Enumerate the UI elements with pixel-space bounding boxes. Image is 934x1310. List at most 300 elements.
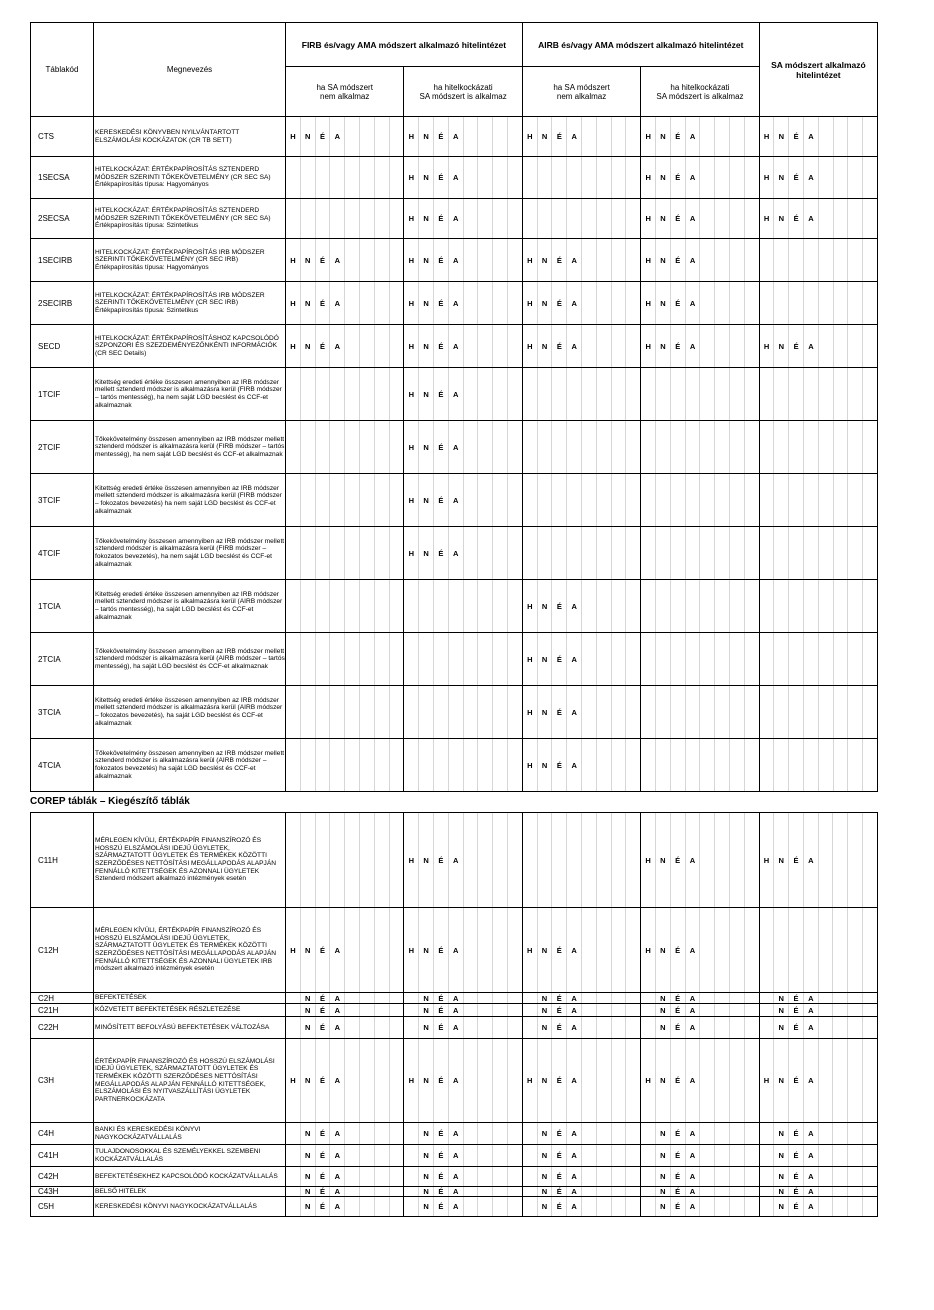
empty-cell (596, 368, 611, 421)
flag-firb-with-sa-0: H (404, 157, 419, 199)
empty-cell (359, 1197, 374, 1217)
table-code: SECD (31, 325, 94, 368)
empty-cell (522, 199, 537, 239)
flag-firb-no-sa-1: N (300, 1004, 315, 1017)
empty-cell (626, 686, 641, 739)
flag-airb-with-sa-3: A (685, 325, 700, 368)
empty-cell (552, 421, 567, 474)
table-name: HITELKOCKÁZAT: ÉRTÉKPAPÍROSÍTÁS SZTENDERD MÓDSZER SZERINTI TŐKEKÖVETELMÉNY (CR SEC SA) Értékpapírosítás típusa: Hagyományos (94, 157, 286, 199)
empty-cell (389, 527, 404, 580)
empty-cell (670, 580, 685, 633)
flag-firb-with-sa-0: H (404, 474, 419, 527)
empty-cell (774, 908, 789, 993)
empty-cell (581, 1145, 596, 1167)
empty-cell (582, 282, 597, 325)
empty-cell (833, 1123, 848, 1145)
empty-cell (626, 421, 641, 474)
empty-cell (567, 157, 582, 199)
flag-firb-with-sa-1: N (419, 325, 434, 368)
empty-cell (730, 633, 745, 686)
empty-cell (374, 1145, 389, 1167)
empty-cell (330, 527, 345, 580)
flag-airb-with-sa-0 (641, 1017, 656, 1039)
subheader-airb-no-sa: ha SA módszert nem alkalmaz (522, 67, 640, 117)
flag-airb-with-sa-2: É (670, 1039, 685, 1123)
empty-cell (685, 633, 700, 686)
flag-firb-with-sa-0: H (404, 368, 419, 421)
empty-cell (641, 474, 656, 527)
empty-cell (374, 908, 389, 993)
empty-cell (522, 527, 537, 580)
empty-cell (374, 282, 389, 325)
empty-cell (729, 1197, 744, 1217)
flag-airb-with-sa-1: N (655, 1017, 670, 1039)
empty-cell (478, 474, 493, 527)
empty-cell (700, 239, 715, 282)
flag-firb-with-sa-3: A (448, 908, 463, 993)
flag-firb-with-sa-1: N (419, 1187, 434, 1197)
flag-sa-0 (759, 1167, 774, 1187)
empty-cell (611, 325, 626, 368)
empty-cell (330, 813, 345, 908)
empty-cell (463, 1167, 478, 1187)
empty-cell (404, 633, 419, 686)
flag-airb-with-sa-1: N (656, 325, 671, 368)
empty-cell (374, 368, 389, 421)
empty-cell (670, 421, 685, 474)
empty-cell (596, 1145, 611, 1167)
empty-cell (330, 157, 345, 199)
empty-cell (611, 1004, 626, 1017)
flag-firb-no-sa-1: N (300, 1145, 315, 1167)
empty-cell (863, 633, 878, 686)
table-name: KERESKEDÉSI KÖNYVBEN NYILVÁNTARTOTT ELSZÁMOLÁSI KOCKÁZATOK (CR TB SETT) (94, 117, 286, 157)
table-row (31, 325, 878, 368)
table-name: Tőkekövetelmény összesen amennyiben az IRB módszer mellett sztenderd módszer is alkalmazásra kerül (AIRB módszer – tartós mentesség), ha saját LGD becslést és CCF-et alkalmaznak (94, 633, 286, 686)
flag-airb-no-sa-1: N (537, 908, 552, 993)
empty-cell (596, 1017, 611, 1039)
flag-sa-0: H (759, 813, 774, 908)
subheader-firb-with-sa: ha hitelkockázati SA módszert is alkalmaz (404, 67, 523, 117)
flag-firb-with-sa-3: A (448, 474, 463, 527)
empty-cell (789, 282, 804, 325)
empty-cell (863, 368, 878, 421)
empty-cell (715, 1004, 730, 1017)
flag-airb-no-sa-0 (522, 1145, 537, 1167)
flag-firb-with-sa-3: A (448, 1004, 463, 1017)
flag-firb-with-sa-3: A (448, 199, 463, 239)
empty-cell (389, 993, 404, 1004)
flag-firb-with-sa-2: É (433, 368, 448, 421)
empty-cell (700, 282, 715, 325)
flag-airb-no-sa-2: É (552, 739, 567, 792)
empty-cell (848, 325, 863, 368)
flag-airb-with-sa-2: É (670, 325, 685, 368)
supplementary-table-body (31, 813, 878, 1217)
flag-sa-1: N (774, 993, 789, 1004)
empty-cell (715, 1123, 730, 1145)
flag-airb-no-sa-2: É (552, 282, 567, 325)
empty-cell (730, 739, 745, 792)
flag-airb-no-sa-2: É (552, 1039, 567, 1123)
empty-cell (730, 527, 745, 580)
empty-cell (759, 282, 774, 325)
empty-cell (596, 117, 611, 157)
empty-cell (345, 199, 360, 239)
empty-cell (507, 157, 522, 199)
empty-cell (700, 117, 715, 157)
empty-cell (345, 282, 360, 325)
empty-cell (789, 239, 804, 282)
empty-cell (463, 813, 478, 908)
empty-cell (345, 1004, 360, 1017)
empty-cell (833, 157, 848, 199)
flag-firb-no-sa-2: É (315, 325, 330, 368)
empty-cell (670, 686, 685, 739)
empty-cell (744, 325, 759, 368)
empty-cell (803, 908, 818, 993)
flag-sa-2: É (789, 1145, 804, 1167)
empty-cell (804, 686, 819, 739)
empty-cell (759, 474, 774, 527)
empty-cell (729, 908, 744, 993)
empty-cell (374, 993, 389, 1004)
empty-cell (804, 282, 819, 325)
flag-airb-with-sa-0: H (641, 157, 656, 199)
empty-cell (507, 199, 522, 239)
flag-airb-with-sa-3: A (685, 1004, 700, 1017)
empty-cell (300, 527, 315, 580)
flag-firb-no-sa-1: N (300, 1017, 315, 1039)
empty-cell (522, 157, 537, 199)
flag-firb-no-sa-2: É (315, 239, 330, 282)
empty-cell (685, 527, 700, 580)
empty-cell (833, 739, 848, 792)
flag-airb-no-sa-2: É (552, 686, 567, 739)
flag-firb-with-sa-3: A (448, 813, 463, 908)
empty-cell (478, 1017, 493, 1039)
empty-cell (670, 474, 685, 527)
empty-cell (774, 527, 789, 580)
empty-cell (641, 739, 656, 792)
empty-cell (359, 1039, 374, 1123)
empty-cell (848, 1123, 863, 1145)
empty-cell (374, 325, 389, 368)
flag-firb-no-sa-3: A (330, 239, 345, 282)
empty-cell (493, 282, 508, 325)
empty-cell (626, 580, 641, 633)
empty-cell (345, 580, 360, 633)
empty-cell (670, 633, 685, 686)
empty-cell (493, 1039, 508, 1123)
flag-sa-1: N (774, 1039, 789, 1123)
flag-airb-with-sa-3: A (685, 1197, 700, 1217)
empty-cell (596, 474, 611, 527)
empty-cell (804, 421, 819, 474)
empty-cell (315, 157, 330, 199)
empty-cell (374, 686, 389, 739)
empty-cell (626, 1039, 641, 1123)
empty-cell (359, 368, 374, 421)
empty-cell (833, 527, 848, 580)
empty-cell (404, 580, 419, 633)
empty-cell (715, 908, 730, 993)
flag-firb-with-sa-2: É (433, 908, 448, 993)
empty-cell (359, 117, 374, 157)
empty-cell (863, 1017, 878, 1039)
flag-firb-no-sa-2: É (315, 1123, 330, 1145)
empty-cell (759, 686, 774, 739)
empty-cell (818, 157, 833, 199)
flag-airb-no-sa-2: É (552, 580, 567, 633)
empty-cell (818, 325, 833, 368)
empty-cell (552, 157, 567, 199)
empty-cell (463, 1017, 478, 1039)
empty-cell (537, 421, 552, 474)
flag-airb-with-sa-0: H (641, 239, 656, 282)
empty-cell (744, 1145, 759, 1167)
empty-cell (507, 1004, 522, 1017)
flag-firb-with-sa-0 (404, 1017, 419, 1039)
empty-cell (744, 813, 759, 908)
table-code: 1SECIRB (31, 239, 94, 282)
empty-cell (286, 368, 301, 421)
flag-firb-no-sa-0 (286, 1123, 301, 1145)
flag-firb-no-sa-0: H (286, 282, 301, 325)
empty-cell (507, 239, 522, 282)
empty-cell (493, 199, 508, 239)
table-name: BEFEKTETÉSEK (94, 993, 286, 1004)
flag-firb-with-sa-1: N (419, 474, 434, 527)
empty-cell (626, 239, 641, 282)
empty-cell (744, 1123, 759, 1145)
empty-cell (744, 421, 759, 474)
empty-cell (833, 117, 848, 157)
empty-cell (493, 580, 508, 633)
table-name: TULAJDONOSOKKAL ÉS SZEMÉLYEKKEL SZEMBENI KOCKÁZATVÁLLALÁS (94, 1145, 286, 1167)
flag-airb-no-sa-3: A (567, 282, 582, 325)
empty-cell (848, 199, 863, 239)
flag-sa-2: É (789, 325, 804, 368)
flag-firb-with-sa-2: É (433, 527, 448, 580)
flag-firb-with-sa-3: A (448, 421, 463, 474)
flag-firb-with-sa-3: A (448, 1017, 463, 1039)
empty-cell (374, 1039, 389, 1123)
empty-cell (582, 157, 597, 199)
empty-cell (744, 282, 759, 325)
flag-firb-with-sa-2: É (433, 813, 448, 908)
empty-cell (359, 199, 374, 239)
empty-cell (567, 527, 582, 580)
empty-cell (537, 368, 552, 421)
flag-airb-no-sa-0 (522, 1123, 537, 1145)
table-code: 4TCIF (31, 527, 94, 580)
empty-cell (715, 1039, 730, 1123)
flag-airb-with-sa-2: É (670, 908, 685, 993)
header-megnevezes: Megnevezés (94, 23, 286, 117)
empty-cell (789, 474, 804, 527)
empty-cell (789, 527, 804, 580)
empty-cell (744, 633, 759, 686)
flag-airb-with-sa-2: É (670, 157, 685, 199)
flag-sa-2: É (789, 1004, 804, 1017)
empty-cell (611, 1039, 626, 1123)
empty-cell (374, 1004, 389, 1017)
table-row (31, 157, 878, 199)
table-name: Tőkekövetelmény összesen amennyiben az IRB módszer mellett sztenderd módszer is alkalmazásra kerül (FIRB módszer – fokozatos bevezetés), ha nem saját LGD becslést és CCF-et alkalmaznak (94, 527, 286, 580)
empty-cell (286, 813, 301, 908)
empty-cell (581, 1167, 596, 1187)
flag-airb-no-sa-0: H (522, 633, 537, 686)
table-code: C22H (31, 1017, 94, 1039)
flag-airb-with-sa-1: N (655, 1039, 670, 1123)
empty-cell (848, 474, 863, 527)
empty-cell (626, 368, 641, 421)
flag-sa-1: N (774, 1167, 789, 1187)
empty-cell (730, 686, 745, 739)
flag-sa-2: É (789, 1039, 804, 1123)
empty-cell (863, 1167, 878, 1187)
flag-firb-with-sa-0: H (404, 117, 419, 157)
empty-cell (478, 813, 493, 908)
empty-cell (567, 474, 582, 527)
empty-cell (463, 1004, 478, 1017)
table-row (31, 282, 878, 325)
empty-cell (286, 580, 301, 633)
empty-cell (345, 474, 360, 527)
table-row (31, 686, 878, 739)
empty-cell (818, 282, 833, 325)
empty-cell (596, 813, 611, 908)
empty-cell (582, 686, 597, 739)
empty-cell (345, 239, 360, 282)
empty-cell (700, 1145, 715, 1167)
empty-cell (537, 157, 552, 199)
empty-cell (656, 474, 671, 527)
flag-firb-with-sa-3: A (448, 117, 463, 157)
flag-firb-with-sa-3: A (448, 1197, 463, 1217)
flag-airb-with-sa-3: A (685, 199, 700, 239)
empty-cell (848, 1004, 863, 1017)
subheader-firb-no-sa: ha SA módszert nem alkalmaz (286, 67, 404, 117)
empty-cell (330, 739, 345, 792)
empty-cell (359, 1145, 374, 1167)
empty-cell (478, 527, 493, 580)
flag-sa-1: N (774, 1145, 789, 1167)
flag-firb-no-sa-2: É (315, 1167, 330, 1187)
flag-sa-1: N (774, 1123, 789, 1145)
empty-cell (863, 1197, 878, 1217)
empty-cell (863, 474, 878, 527)
flag-airb-no-sa-1: N (537, 739, 552, 792)
empty-cell (744, 1187, 759, 1197)
empty-cell (463, 325, 478, 368)
flag-airb-no-sa-0: H (522, 117, 537, 157)
empty-cell (478, 157, 493, 199)
empty-cell (345, 368, 360, 421)
flag-airb-no-sa-0 (522, 993, 537, 1004)
flag-firb-no-sa-2: É (315, 117, 330, 157)
flag-airb-no-sa-2: É (552, 908, 567, 993)
empty-cell (596, 1197, 611, 1217)
flag-firb-with-sa-0: H (404, 813, 419, 908)
empty-cell (744, 527, 759, 580)
empty-cell (626, 1187, 641, 1197)
flag-firb-no-sa-1: N (300, 239, 315, 282)
flag-firb-with-sa-0: H (404, 908, 419, 993)
flag-firb-with-sa-0 (404, 1187, 419, 1197)
flag-airb-no-sa-3: A (567, 739, 582, 792)
flag-firb-with-sa-3: A (448, 368, 463, 421)
empty-cell (626, 474, 641, 527)
empty-cell (478, 739, 493, 792)
flag-airb-with-sa-3: A (685, 1167, 700, 1187)
flag-sa-3: A (803, 1167, 818, 1187)
empty-cell (611, 580, 626, 633)
empty-cell (715, 739, 730, 792)
table-name: Tőkekövetelmény összesen amennyiben az IRB módszer mellett sztenderd módszer is alkalmazásra kerül (AIRB módszer – fokozatos bevezetés) ha saját LGD becslést és CCF-et alkalmaznak (94, 739, 286, 792)
empty-cell (804, 239, 819, 282)
flag-firb-no-sa-0: H (286, 239, 301, 282)
empty-cell (507, 1187, 522, 1197)
empty-cell (715, 1145, 730, 1167)
empty-cell (611, 527, 626, 580)
empty-cell (833, 421, 848, 474)
empty-cell (818, 527, 833, 580)
empty-cell (744, 199, 759, 239)
empty-cell (729, 1004, 744, 1017)
empty-cell (730, 421, 745, 474)
flag-sa-3: A (804, 157, 819, 199)
table-code: C41H (31, 1145, 94, 1167)
flag-airb-no-sa-2: É (552, 1004, 567, 1017)
flag-sa-2: É (789, 199, 804, 239)
flag-airb-with-sa-1: N (655, 1145, 670, 1167)
flag-airb-no-sa-1: N (537, 1123, 552, 1145)
empty-cell (759, 239, 774, 282)
empty-cell (567, 813, 582, 908)
empty-cell (715, 1017, 730, 1039)
empty-cell (463, 239, 478, 282)
empty-cell (715, 239, 730, 282)
empty-cell (389, 1123, 404, 1145)
empty-cell (493, 527, 508, 580)
table-name: ÉRTÉKPAPÍR FINANSZÍROZÓ ÉS HOSSZÚ ELSZÁMOLÁSI IDEJŰ ÜGYLETEK, SZÁRMAZTATOTT ÜGYLETEK ÉS TERMÉKEK KÖZÖTTI SZERZŐDÉSES NETTÓSÍTÁSI MEGÁLLAPODÁS ALAPJÁN FENNÁLLÓ KITETTSÉGEK, ELSZÁMOLÁSI ÉS NYITVASZÁLLÍTÁSI ÜGYLETEK PARTNERKOCKÁZATA (94, 1039, 286, 1123)
empty-cell (818, 1017, 833, 1039)
empty-cell (774, 368, 789, 421)
flag-firb-with-sa-0: H (404, 421, 419, 474)
empty-cell (744, 1004, 759, 1017)
empty-cell (626, 1123, 641, 1145)
empty-cell (389, 421, 404, 474)
flag-firb-no-sa-0 (286, 1017, 301, 1039)
flag-airb-no-sa-0: H (522, 325, 537, 368)
flag-sa-3: A (803, 813, 818, 908)
empty-cell (315, 686, 330, 739)
empty-cell (507, 527, 522, 580)
empty-cell (626, 1145, 641, 1167)
empty-cell (789, 633, 804, 686)
empty-cell (493, 157, 508, 199)
flag-airb-with-sa-1: N (656, 282, 671, 325)
empty-cell (374, 739, 389, 792)
empty-cell (626, 282, 641, 325)
flag-airb-with-sa-0 (641, 1123, 656, 1145)
empty-cell (389, 368, 404, 421)
flag-airb-with-sa-0: H (641, 813, 656, 908)
empty-cell (700, 1039, 715, 1123)
empty-cell (478, 1197, 493, 1217)
